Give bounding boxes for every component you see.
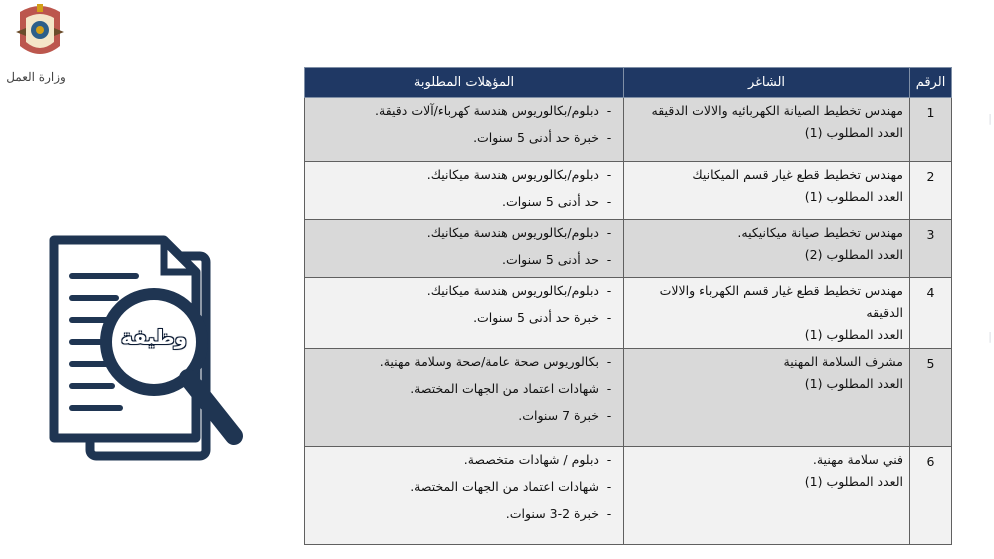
bullet-dash: - [606,381,612,396]
qualifications-cell [305,220,624,278]
position-line: الدقيقه [866,305,903,320]
header-position: الشاغر [624,68,910,98]
qualification-text: خبرة 7 سنوات. [518,408,599,423]
qualification-text: خبرة حد أدنى 5 سنوات. [473,130,599,145]
position-cell [624,162,910,220]
coat-of-arms-logo [12,2,68,60]
qualification-item [313,407,619,425]
qualification-item [313,129,619,147]
position-line: فني سلامة مهنية. [812,452,903,467]
vacancies-table [304,67,952,545]
position-line: العدد المطلوب (2) [804,247,903,262]
table-row [305,98,952,162]
row-number: 3 [910,220,952,278]
qualification-text: خبرة 2-3 سنوات. [505,506,599,521]
bullet-dash: - [606,130,612,145]
row-number: 6 [910,447,952,545]
edge-artifact: | [988,112,992,125]
header-qualifications: المؤهلات المطلوبة [305,68,624,98]
qualification-item [313,193,619,211]
table-header-row [305,68,952,98]
bullet-dash: - [606,283,612,298]
bullet-dash: - [606,103,612,118]
position-line: العدد المطلوب (1) [804,327,903,342]
qualification-text: دبلوم/بكالوريوس هندسة ميكانيك. [426,167,599,182]
qualification-text: خبرة حد أدنى 5 سنوات. [473,310,599,325]
qualification-item [313,166,619,184]
position-line: العدد المطلوب (1) [804,376,903,391]
qualification-text: دبلوم/بكالوريوس هندسة كهرباء/آلات دقيقة. [375,103,599,118]
position-line: العدد المطلوب (1) [804,474,903,489]
header-number: الرقم [910,68,952,98]
position-cell [624,447,910,545]
bullet-dash: - [606,252,612,267]
document-magnifier-icon [46,232,252,468]
bullet-dash: - [606,167,612,182]
job-label: وظيفة [121,325,187,349]
qualifications-cell [305,349,624,447]
position-cell [624,349,910,447]
position-line: مهندس تخطيط صيانة ميكانيكيه. [737,225,903,240]
position-line: مهندس تخطيط الصيانة الكهربائيه والالات الدقيقه [651,103,903,118]
bullet-dash: - [606,408,612,423]
qualification-text: بكالوريوس صحة عامة/صحة وسلامة مهنية. [379,354,599,369]
qualification-item [313,505,619,523]
position-line: مهندس تخطيط قطع غيار قسم الميكانيك [692,167,903,182]
qualification-text: شهادات اعتماد من الجهات المختصة. [410,381,599,396]
qualification-text: حد أدنى 5 سنوات. [501,194,599,209]
position-cell [624,98,910,162]
bullet-dash: - [606,310,612,325]
table-row [305,278,952,349]
qualification-text: دبلوم/بكالوريوس هندسة ميكانيك. [426,225,599,240]
qualification-item [313,309,619,327]
table-row [305,349,952,447]
bullet-dash: - [606,479,612,494]
bullet-dash: - [606,452,612,467]
bullet-dash: - [606,354,612,369]
qualification-item [313,380,619,398]
qualifications-cell [305,278,624,349]
qualification-item [313,353,619,371]
position-line: العدد المطلوب (1) [804,125,903,140]
qualification-text: دبلوم / شهادات متخصصة. [463,452,599,467]
qualification-item [313,224,619,242]
row-number: 4 [910,278,952,349]
qualification-item [313,282,619,300]
row-number: 1 [910,98,952,162]
qualification-text: دبلوم/بكالوريوس هندسة ميكانيك. [426,283,599,298]
bullet-dash: - [606,506,612,521]
position-line: مهندس تخطيط قطع غيار قسم الكهرباء والالات [659,283,903,298]
table-row [305,447,952,545]
table-row [305,220,952,278]
row-number: 2 [910,162,952,220]
row-number: 5 [910,349,952,447]
qualification-text: حد أدنى 5 سنوات. [501,252,599,267]
qualification-item [313,251,619,269]
edge-artifact: | [988,330,992,343]
bullet-dash: - [606,225,612,240]
qualification-item [313,102,619,120]
qualification-text: شهادات اعتماد من الجهات المختصة. [410,479,599,494]
table-row [305,162,952,220]
qualifications-cell [305,162,624,220]
ministry-name: وزارة العمل [6,70,66,84]
qualifications-cell [305,447,624,545]
bullet-dash: - [606,194,612,209]
position-line: مشرف السلامة المهنية [783,354,903,369]
position-line: العدد المطلوب (1) [804,189,903,204]
qualifications-cell [305,98,624,162]
qualification-item [313,451,619,469]
position-cell [624,220,910,278]
position-cell [624,278,910,349]
qualification-item [313,478,619,496]
